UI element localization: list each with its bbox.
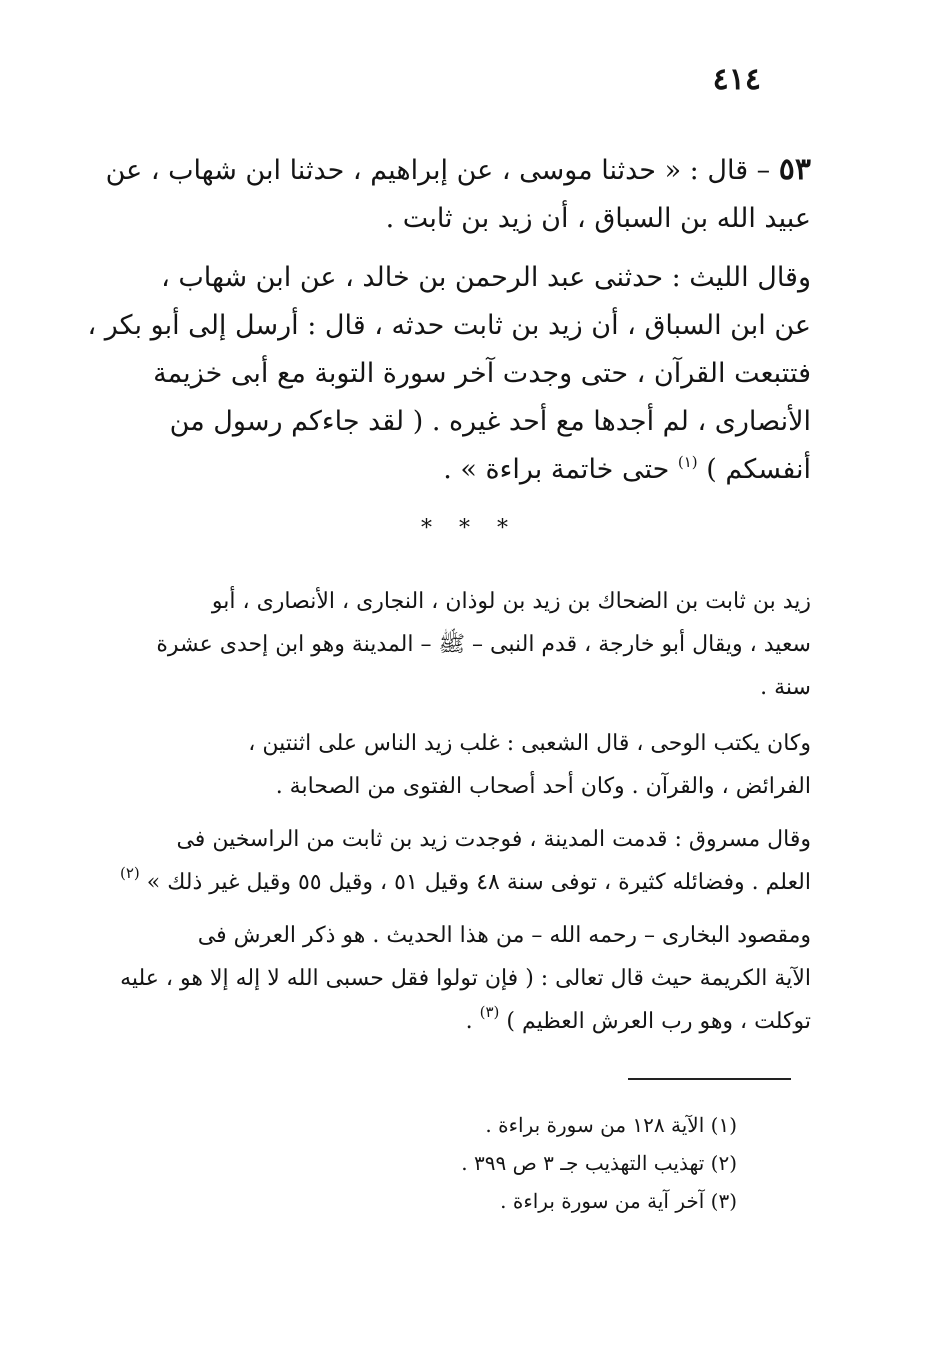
hadith-line: ٥٣ – قال : « حدثنا موسى ، عن إبراهيم ، حدثنا ابن شهاب ، عن [105,152,811,187]
bio-line: سعيد ، ويقال أبو خارجة ، قدم النبى – ﷺ – المدينة وهو ابن إحدى عشرة [156,632,811,657]
footnotes [317,1106,737,1220]
bio-line: الفرائض ، والقرآن . وكان أحد أصحاب الفتوى من الصحابة . [275,774,811,799]
footnote-2: (٢) تهذيب التهذيب جـ ٣ ص ٣٩٩ . [461,1151,737,1175]
footnote-ref: (١) [677,453,698,471]
hadith-line: الأنصارى ، لم أجدها مع أحد غيره . ( لقد جاءكم رسول من [169,406,811,437]
footnote-ref: (٢) [119,864,140,882]
hadith-line: عبيد الله بن السباق ، أن زيد بن ثابت . [385,203,811,234]
footnote-1: (١) الآية ١٢٨ من سورة براءة . [485,1113,737,1137]
bio-paragraph-4 [120,914,811,1045]
bio-line: وكان يكتب الوحى ، قال الشعبى : غلب زيد الناس على اثنتين ، [248,731,811,756]
bio-paragraph-2 [139,722,811,808]
bio-line: ومقصود البخارى – رحمه الله – من هذا الحديث . هو ذكر العرش فى [197,923,811,948]
page-number: ٤١٤ [712,62,761,97]
section-separator: * * * [421,516,518,541]
hadith-paragraph-2 [87,254,811,497]
footnote-divider [628,1078,791,1080]
bio-paragraph-1 [139,580,811,709]
hadith-line: وقال الليث : حدثنى عبد الرحمن بن خالد ، عن ابن شهاب ، [161,262,811,293]
hadith-line: أنفسكم ) $^{(١)}$ حتى خاتمة براءة » . [443,453,811,485]
hadith-paragraph-1 [105,146,811,243]
hadith-line: عن ابن السباق ، أن زيد بن ثابت حدثه ، قال : أرسل إلى أبو بكر ، [87,310,811,341]
footnote-3: (٣) آخر آية من سورة براءة . [500,1189,737,1213]
bio-paragraph-3 [119,818,811,906]
hadith-line: فتتبعت القرآن ، حتى وجدت آخر سورة التوبة مع أبى خزيمة [153,358,811,389]
bio-line: وقال مسروق : قدمت المدينة ، فوجدت زيد بن ثابت من الراسخين فى [176,827,811,852]
hadith-number: ٥٣ [778,152,811,187]
bio-line: الآية الكريمة حيث قال تعالى : ( فإن تولوا فقل حسبى الله لا إله إلا هو ، عليه [120,966,811,991]
bio-line: توكلت ، وهو رب العرش العظيم ) $^{(٣)}$ . [465,1003,811,1034]
bio-line: العلم . وفضائله كثيرة ، توفى سنة ٤٨ وقيل ٥١ ، وقيل ٥٥ وقيل غير ذلك » $^{(٢)}$ [119,864,811,895]
bio-line: سنة . [760,675,811,700]
bio-line: زيد بن ثابت بن الضحاك بن زيد بن لوذان ، النجارى ، الأنصارى ، أبو [211,589,811,614]
footnote-ref: (٣) [479,1003,500,1021]
